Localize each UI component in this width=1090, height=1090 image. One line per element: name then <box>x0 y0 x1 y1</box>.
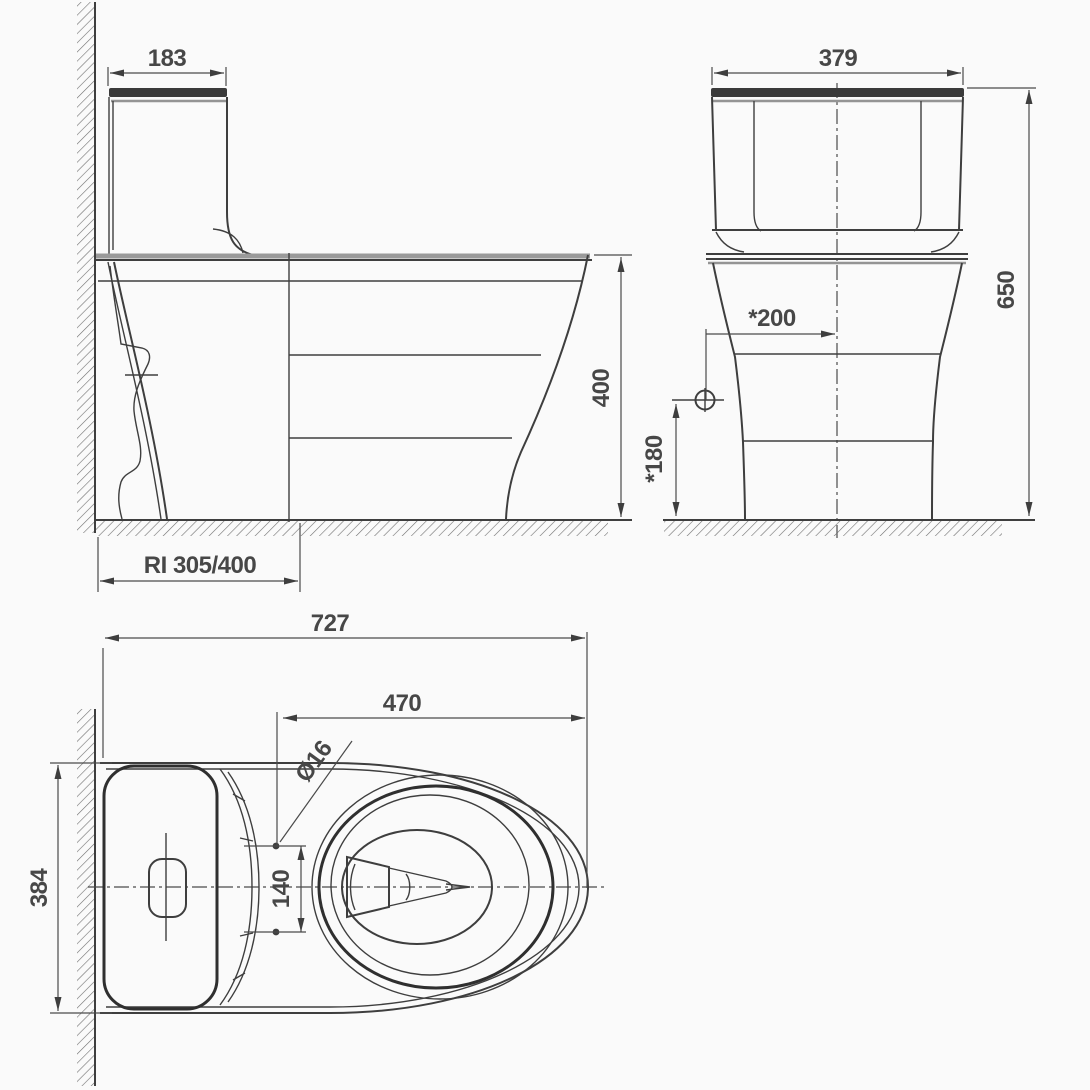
seat-hinge-bump <box>213 229 243 253</box>
dim-label-o16: Ø16 <box>290 735 338 788</box>
dim-overall-depth <box>103 610 587 888</box>
bowl-inner-ring <box>331 795 529 975</box>
bowl-front-curve <box>506 255 588 519</box>
pedestal-back-inner <box>108 262 161 519</box>
plan-view <box>26 610 604 1086</box>
front-body-left-edge <box>713 263 745 519</box>
dim-label-200: *200 <box>748 305 796 332</box>
dim-label-180: *180 <box>641 435 668 483</box>
dim-label-ri-305-400: RI 305/400 <box>143 552 257 579</box>
front-floor-hatch <box>664 521 1002 536</box>
dim-label-384: 384 <box>26 868 53 908</box>
front-body-right-edge <box>932 263 962 519</box>
front-view <box>641 45 1036 538</box>
tank-front-edge <box>227 97 253 255</box>
dim-tank-top-width <box>108 45 226 86</box>
dim-label-183: 183 <box>147 45 187 72</box>
dim-bowl-height <box>588 255 632 517</box>
dim-label-650: 650 <box>993 270 1020 310</box>
tank-lid <box>109 88 227 97</box>
dim-tank-width <box>712 45 963 85</box>
front-seat-band <box>706 254 968 259</box>
floor-hatch <box>96 521 608 536</box>
dim-inlet-height <box>641 404 680 516</box>
inlet-crosshair <box>672 388 724 412</box>
tank-back-edge <box>109 97 113 254</box>
dim-label-400: 400 <box>588 368 615 408</box>
bowl-section-lines <box>289 355 541 438</box>
plan-wall-hatch <box>77 709 95 1086</box>
dim-label-727: 727 <box>310 610 350 637</box>
dim-overall-height <box>967 88 1036 516</box>
wall-hatch <box>77 2 95 533</box>
dim-overall-width <box>26 763 112 1013</box>
dim-label-379: 379 <box>818 45 858 72</box>
fixture-outline-outer <box>100 763 588 1013</box>
side-view <box>77 2 632 592</box>
dim-label-470: 470 <box>382 690 422 717</box>
front-body-section-lines <box>735 354 941 441</box>
dim-hinge-hole-spacing <box>268 846 305 932</box>
front-tank-lid <box>711 88 964 97</box>
dim-label-140: 140 <box>268 869 295 909</box>
flush-button <box>149 859 186 917</box>
